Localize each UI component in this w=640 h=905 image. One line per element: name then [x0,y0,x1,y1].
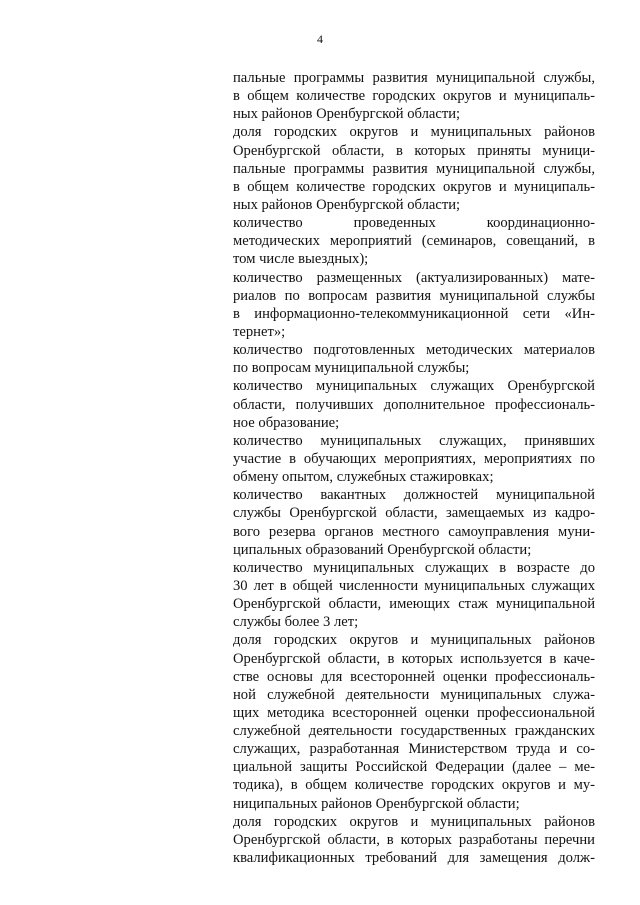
text-line: ниципальных районов Оренбургской области; [233,795,520,812]
text-line: пальные программы развития муниципальной службы, [233,160,595,177]
text-line: количество размещенных (актуализированных) мате- [233,269,595,286]
text-line: количество муниципальных служащих в возрасте до [233,559,595,576]
text-line: доля городских округов и муниципальных районов [233,632,595,649]
text-line: риалов по вопросам развития муниципальной службы [233,287,595,304]
text-line: вого резерва органов местного самоуправления муни- [233,523,595,540]
text-line: пальные программы развития муниципальной службы, [233,70,595,86]
text-line: ных районов Оренбургской области; [233,196,461,213]
page-number: 4 [317,32,323,46]
text-line: щих методика всесторонней оценки профессиональной [233,704,595,721]
text-line: циальной защиты Российской Федерации (далее – ме- [233,759,595,776]
text-line: ное образование; [233,414,340,431]
text-line: количество муниципальных служащих Оренбургской [233,378,595,395]
text-line: служебной деятельности государственных гражданских [233,723,595,740]
text-line: количество муниципальных служащих, принявших [233,432,595,449]
text-line: ципальных образований Оренбургской области; [233,541,532,558]
text-line: 30 лет в общей численности муниципальных служащих [233,577,595,594]
text-line: квалификационных требований для замещения долж- [233,850,595,867]
text-line: в общем количестве городских округов и муниципаль- [233,88,595,105]
text-line: ной служебной деятельности муниципальных служа- [233,686,595,703]
text-line: участие в обучающих мероприятиях, мероприятиях по [233,450,595,467]
text-line: Оренбургской области, в которых разработаны перечни [233,831,595,848]
text-line: обмену опытом, служебных стажировках; [233,469,494,486]
text-line: том числе выездных); [233,251,369,268]
text-line: Оренбургской области, имеющих стаж муниципальной [233,596,595,613]
text-line: Оренбургской области, в которых приняты муници- [233,142,595,159]
text-line: методических мероприятий (семинаров, совещаний, в [233,233,595,250]
text-line: службы Оренбургской области, замещаемых из кадро- [233,505,595,522]
text-line: тодика), в общем количестве городских округов и му- [233,777,595,794]
text-line: в информационно-телекоммуникационной сети «Ин- [233,305,595,322]
text-line: области, получивших дополнительное профессиональ- [233,396,595,413]
text-line: по вопросам муниципальной службы; [233,360,470,377]
text-line: доля городских округов и муниципальных районов [233,813,595,830]
text-line: ных районов Оренбургской области; [233,106,461,123]
text-line: службы более 3 лет; [233,614,359,631]
document-body [233,69,595,867]
text-line: количество подготовленных методических материалов [233,342,595,359]
text-line: количество проведенных координационно- [233,215,595,232]
text-line: служащих, разработанная Министерством труда и со- [233,741,595,758]
text-line: Оренбургской области, в которых используется в каче- [233,650,595,667]
text-line: стве основы для всесторонней оценки профессиональ- [233,668,595,685]
text-line: тернет»; [233,323,286,340]
text-line: в общем количестве городских округов и муниципаль- [233,178,595,195]
text-line: доля городских округов и муниципальных районов [233,124,595,141]
text-line: количество вакантных должностей муниципальной [233,487,595,504]
